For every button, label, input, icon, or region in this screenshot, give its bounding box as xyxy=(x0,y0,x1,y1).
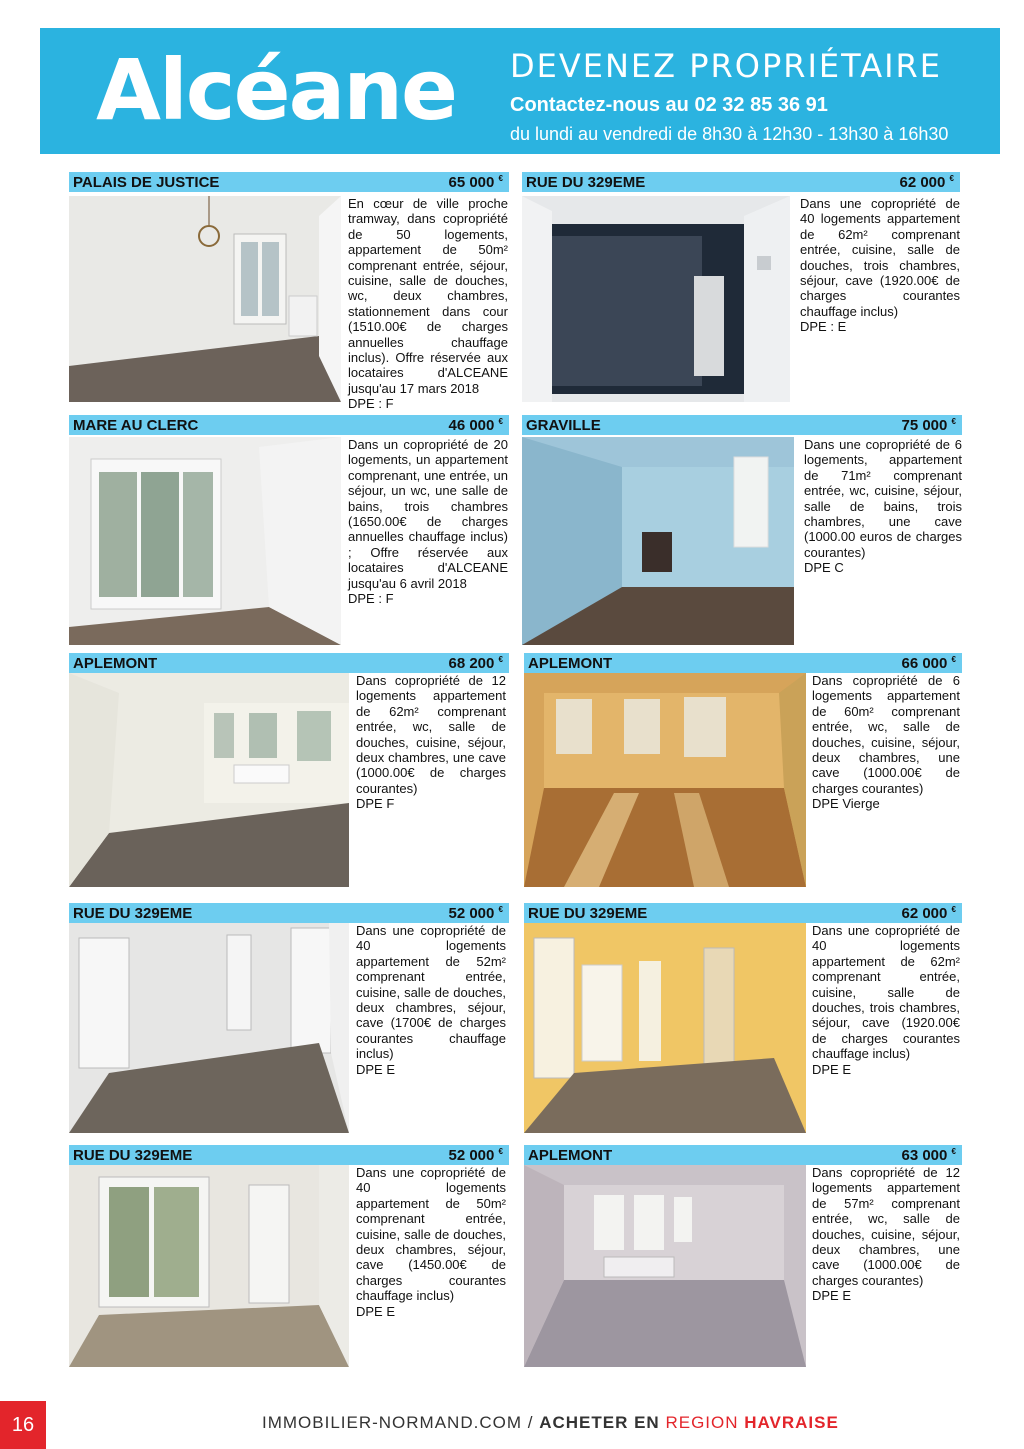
room-photo-image xyxy=(69,673,349,887)
listing-dpe: DPE E xyxy=(812,1288,852,1304)
page-number: 16 xyxy=(0,1401,46,1449)
room-photo-image xyxy=(524,1165,806,1367)
listing-header xyxy=(522,415,962,435)
listing-header xyxy=(524,1145,962,1165)
listing-dpe: DPE C xyxy=(804,560,844,576)
listing-location: RUE DU 329EME xyxy=(73,904,193,922)
listing-price: 63 000 € xyxy=(901,1146,956,1164)
listing-price: 65 000 € xyxy=(448,173,503,191)
listing-location: MARE AU CLERC xyxy=(73,416,199,434)
listing-photo[interactable] xyxy=(524,923,806,1133)
footer-section-b: REGION xyxy=(665,1413,739,1432)
listing-header xyxy=(69,172,509,192)
listing-location: RUE DU 329EME xyxy=(526,173,646,191)
listing-price: 62 000 € xyxy=(899,173,954,191)
room-photo-image xyxy=(69,437,341,645)
listing-location: RUE DU 329EME xyxy=(528,904,648,922)
listing-description: Dans une copropriété de 6 logements, appartement de 71m² comprenant entrée, wc, cuisine, séjour, salle de bains, trois chambres, une cave (1000.00 euros de charges courantes) DPE C xyxy=(804,437,962,576)
listing-location: APLEMONT xyxy=(73,654,158,672)
listing-price: 75 000 € xyxy=(901,416,956,434)
listing-photo[interactable] xyxy=(69,673,349,887)
contact-label: Contactez-nous au xyxy=(510,94,689,116)
room-photo-image xyxy=(69,196,341,402)
listing-description: Dans copropriété de 12 logements appartement de 57m² comprenant entrée, wc, salle de douches, cuisine, séjour, deux chambres, une cave (1000.00€ de charges courantes) DPE E xyxy=(812,1165,960,1304)
listing-description: Dans une copropriété de 40 logements appartement de 50m² comprenant entrée, cuisine, salle de douches, deux chambres, séjour, cave (1450.00€ de charges courantes chauffage inclus) DPE E xyxy=(356,1165,506,1319)
listing-dpe: DPE E xyxy=(812,1061,852,1077)
footer-text xyxy=(262,1413,839,1433)
listing-location: GRAVILLE xyxy=(526,416,601,434)
listing-location: APLEMONT xyxy=(528,1146,613,1164)
listing-photo[interactable] xyxy=(69,196,341,402)
listing-header xyxy=(69,415,509,435)
listing-photo[interactable] xyxy=(69,1165,349,1367)
listing-description: Dans une copropriété de 40 logements appartement de 52m² comprenant entrée, cuisine, salle de douches, deux chambres, séjour, cave (1700€ de charges courantes chauffage inclus) DPE E xyxy=(356,923,506,1077)
listing-price: 66 000 € xyxy=(901,654,956,672)
listing-location: PALAIS DE JUSTICE xyxy=(73,173,220,191)
listing-dpe: DPE E xyxy=(356,1303,396,1319)
listing-price: 52 000 € xyxy=(448,904,503,922)
listing-photo[interactable] xyxy=(69,437,341,645)
listing-dpe: DPE : E xyxy=(800,319,847,335)
listing-location: APLEMONT xyxy=(528,654,613,672)
listing-photo[interactable] xyxy=(522,196,790,402)
listing-dpe: DPE : F xyxy=(348,396,394,412)
listing-dpe: DPE E xyxy=(356,1061,396,1077)
listing-photo[interactable] xyxy=(522,437,794,645)
listing-price: 62 000 € xyxy=(901,904,956,922)
listing-description: Dans une copropriété de 40 logements appartement de 62m² comprenant entrée, cuisine, salle de douches, trois chambres, séjour, cave (1920.00€ de charges courantes chauffage inclus) DPE : E xyxy=(800,196,960,335)
listing-description: Dans copropriété de 6 logements appartement de 60m² comprenant entrée, wc, salle de douches, cuisine, séjour, deux chambres, une cave (1000.00€ de charges courantes) DPE Vierge xyxy=(812,673,960,812)
listing-header xyxy=(69,1145,509,1165)
tagline: DEVENEZ PROPRIÉTAIRE xyxy=(510,47,942,85)
listing-price: 46 000 € xyxy=(448,416,503,434)
listing-header xyxy=(69,903,509,923)
opening-hours: du lundi au vendredi de 8h30 à 12h30 - 13h30 à 16h30 xyxy=(510,124,949,144)
listing-dpe: DPE F xyxy=(356,796,395,812)
listing-dpe: DPE Vierge xyxy=(812,796,880,812)
footer-separator: / xyxy=(527,1413,534,1432)
room-photo-image xyxy=(522,437,794,645)
footer-site[interactable]: IMMOBILIER-NORMAND.COM xyxy=(262,1413,522,1432)
listing-price: 52 000 € xyxy=(448,1146,503,1164)
listing-location: RUE DU 329EME xyxy=(73,1146,193,1164)
footer-section-c: HAVRAISE xyxy=(744,1413,839,1432)
listing-description: Dans un copropriété de 20 logements, un appartement comprenant, une entrée, un séjour, un wc, une salle de bains, trois chambres (1650.00€ de charges annuelles chauffage inclus) ; Offre réservée aux locataires d'ALCEANE jusqu'au 6 avril 2018 DPE : F xyxy=(348,437,508,607)
listing-header xyxy=(522,172,960,192)
room-photo-image xyxy=(522,196,790,402)
header-banner xyxy=(40,28,1000,154)
room-photo-image xyxy=(524,923,806,1133)
contact-line xyxy=(510,92,828,118)
brand-logo: Alcéane xyxy=(96,41,457,139)
room-photo-image xyxy=(524,673,806,887)
listing-description: Dans copropriété de 12 logements appartement de 62m² comprenant entrée, wc, salle de douches, cuisine, séjour, deux chambres, une cave (1000.00€ de charges courantes) DPE F xyxy=(356,673,506,812)
listing-dpe: DPE : F xyxy=(348,591,394,607)
listing-header xyxy=(69,653,509,673)
listing-header xyxy=(524,903,962,923)
room-photo-image xyxy=(69,923,349,1133)
listing-description: En cœur de ville proche tramway, dans copropriété de 50 logements, appartement de 50m² comprenant entrée, séjour, cuisine, salle de douches, wc, deux chambres, stationnement dans cour (1510.00€ de charges annuelles chauffage inclus). Offre réservée aux locataires d'ALCEANE jusqu'au 17 mars 2018 DPE : F xyxy=(348,196,508,412)
listing-price: 68 200 € xyxy=(448,654,503,672)
listing-header xyxy=(524,653,962,673)
listing-photo[interactable] xyxy=(69,923,349,1133)
listing-photo[interactable] xyxy=(524,673,806,887)
listing-photo[interactable] xyxy=(524,1165,806,1367)
room-photo-image xyxy=(69,1165,349,1367)
footer-section-a: ACHETER EN xyxy=(539,1413,660,1432)
listing-description: Dans une copropriété de 40 logements appartement de 62m² comprenant entrée, cuisine, salle de douches, trois chambres, séjour, cave (1920.00€ de charges courantes chauffage inclus) DPE E xyxy=(812,923,960,1077)
phone-number: 02 32 85 36 91 xyxy=(694,94,828,116)
